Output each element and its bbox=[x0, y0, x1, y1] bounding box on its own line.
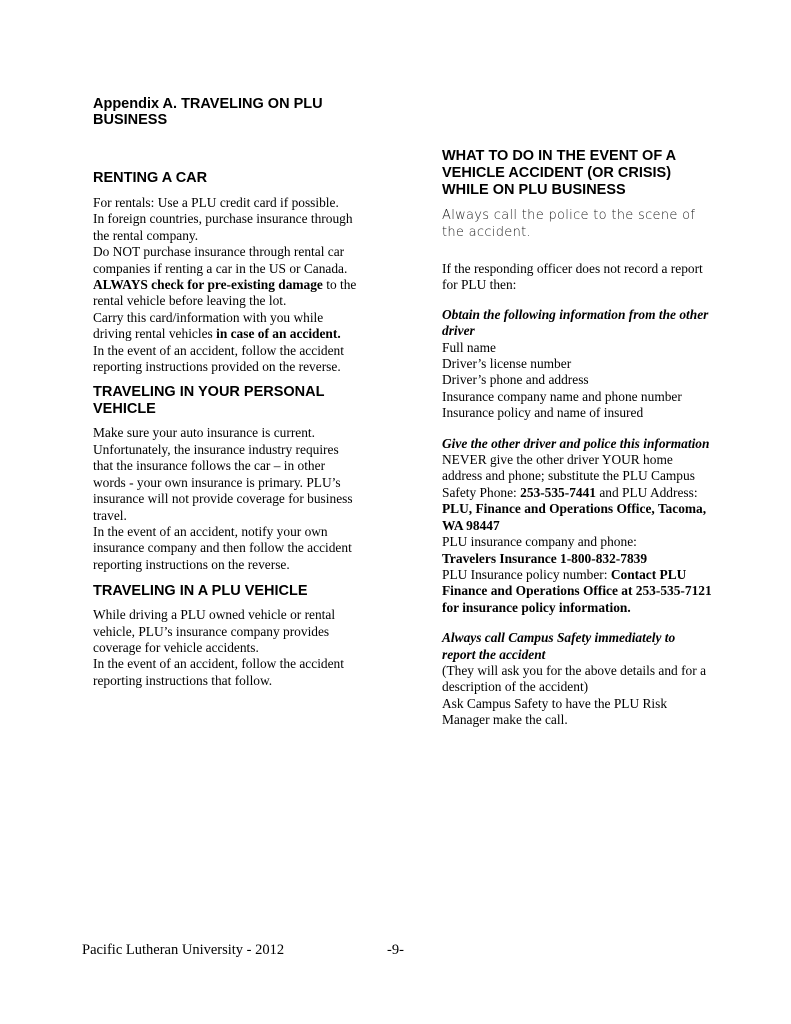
never-paragraph bbox=[442, 452, 712, 534]
campus-text-2: Ask Campus Safety to have the PLU Risk Manager make the call. bbox=[442, 695, 668, 728]
policy-text: PLU Insurance policy number: bbox=[442, 566, 608, 582]
give-heading: Give the other driver and police this information bbox=[442, 435, 710, 451]
contact-bold: Contact PLU Finance and Operations Office at 253-535-7121 for insurance policy information. bbox=[442, 566, 712, 615]
footer-left: Pacific Lutheran University - 2012 bbox=[82, 942, 285, 958]
personal-text-2: In the event of an accident, notify your own insurance company and then follow the accident reporting instructions on the reverse. bbox=[93, 523, 352, 572]
plu-vehicle-heading: TRAVELING IN A PLU VEHICLE bbox=[93, 583, 308, 600]
renting-accident: In the event of an accident, follow the accident reporting instructions provided on the reverse. bbox=[93, 342, 344, 375]
personal-heading: TRAVELING IN YOUR PERSONAL VEHICLE bbox=[93, 384, 325, 418]
travelers-phone bbox=[442, 551, 712, 567]
obtain-item: Insurance policy and name of insured bbox=[442, 405, 644, 421]
always-check-bold: ALWAYS check for pre-existing damage bbox=[93, 277, 323, 293]
plu-vehicle-text-1: While driving a PLU owned vehicle or rental vehicle, PLU’s insurance company provides coverage for vehicle accidents. bbox=[93, 607, 336, 655]
renting-always bbox=[93, 277, 358, 310]
obtain-item: Insurance company name and phone number bbox=[442, 388, 682, 404]
page-number: -9- bbox=[387, 942, 404, 958]
plu-address: PLU, Finance and Operations Office, Tacoma, WA 98447 bbox=[442, 501, 707, 533]
obtain-item: Driver’s license number bbox=[442, 356, 572, 372]
obtain-heading: Obtain the following information from the other driver bbox=[442, 306, 709, 339]
call-police-text: Always call the police to the scene of the accident. bbox=[442, 208, 696, 240]
plu-vehicle-text-2: In the event of an accident, follow the accident reporting instructions that follow. bbox=[93, 656, 344, 688]
plu-vehicle-body bbox=[93, 607, 358, 689]
always-rest: to the rental vehicle before leaving the lot. bbox=[93, 277, 357, 309]
policy-paragraph bbox=[442, 567, 712, 616]
renting-body bbox=[93, 195, 358, 375]
appendix-title: Appendix A. TRAVELING ON PLU BUSINESS bbox=[93, 96, 323, 128]
carry-text: Carry this card/information with you while driving rental vehicles bbox=[93, 309, 324, 342]
and-address-text: and PLU Address: bbox=[599, 484, 698, 500]
officer-text: If the responding officer does not record a report for PLU then: bbox=[442, 261, 703, 293]
give-section bbox=[442, 436, 712, 616]
renting-line: Do NOT purchase insurance through rental car companies if renting a car in the US or Canada. bbox=[93, 244, 348, 276]
campus-phone: 253-535-7441 bbox=[520, 484, 596, 500]
personal-text-1: Make sure your auto insurance is current. Unfortunately, the insurance industry requires that the insurance follows the car – in other words - your own insurance is primary. PLU’s insurance will not provide coverage for business travel. bbox=[93, 425, 353, 523]
renting-carry bbox=[93, 310, 358, 343]
obtain-item: Driver’s phone and address bbox=[442, 372, 589, 388]
campus-heading: Always call Campus Safety immediately to report the accident bbox=[442, 630, 676, 662]
renting-line: For rentals: Use a PLU credit card if possible. bbox=[93, 195, 339, 210]
travelers-bold: Travelers Insurance 1-800-832-7839 bbox=[442, 550, 648, 566]
campus-section bbox=[442, 630, 712, 728]
never-text: NEVER give the other driver YOUR home address and phone; substitute the PLU Campus Safety Phone: bbox=[442, 452, 695, 500]
renting-heading: RENTING A CAR bbox=[93, 170, 208, 186]
right-column bbox=[442, 148, 712, 729]
personal-body bbox=[93, 425, 358, 573]
renting-line: In foreign countries, purchase insurance through the rental company. bbox=[93, 211, 353, 243]
ins-company-text: PLU insurance company and phone: bbox=[442, 534, 637, 550]
campus-text-1: (They will ask you for the above details and for a description of the accident) bbox=[442, 662, 707, 695]
obtain-section bbox=[442, 307, 712, 422]
left-column bbox=[93, 170, 358, 689]
carry-bold: in case of an accident. bbox=[216, 326, 341, 342]
accident-heading: WHAT TO DO IN THE EVENT OF A VEHICLE ACCIDENT (OR CRISIS) WHILE ON PLU BUSINESS bbox=[442, 148, 676, 198]
obtain-item: Full name bbox=[442, 339, 496, 355]
